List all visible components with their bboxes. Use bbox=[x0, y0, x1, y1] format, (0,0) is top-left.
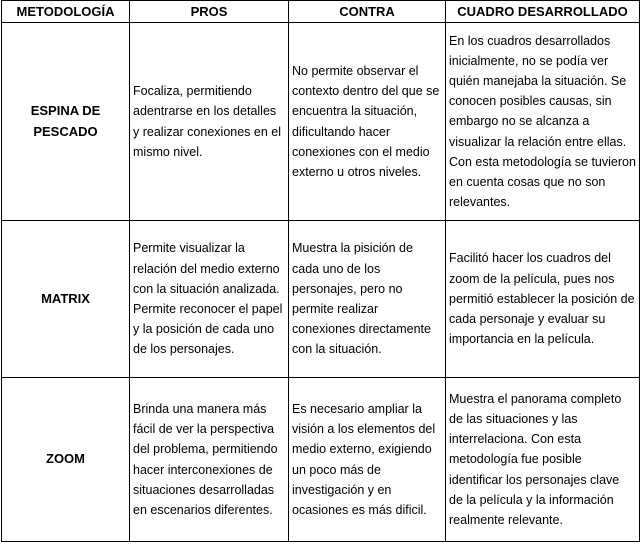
cuadro-text: Facilitó hacer los cuadros del zoom de la película, pues nos permitió establecer la posición de cada personaje y evaluar su importancia en la película. bbox=[449, 251, 635, 347]
contra-text: Muestra la pisición de cada uno de los personajes, pero no permite realizar conexiones directamente con la situación. bbox=[292, 241, 431, 357]
table-row bbox=[2, 23, 640, 221]
header-contra: CONTRA bbox=[289, 1, 446, 23]
header-cuadro-desarrollado: CUADRO DESARROLLADO bbox=[446, 1, 640, 23]
cuadro-text: En los cuadros desarrollados inicialmente, no se podía ver quién manejaba la situación. Se conocen posibles causas, sin embargo no se alcanza a visualizar la relación entre ellas. Con esta metodología se tuvieron en cuenta cosas que no son relevantes. bbox=[449, 33, 636, 210]
method-name: ESPINA DE PESCADO bbox=[30, 103, 101, 139]
method-name: MATRIX bbox=[41, 290, 90, 306]
header-pros: PROS bbox=[130, 1, 289, 23]
cuadro-text: Muestra el panorama completo de las situaciones y las interrelaciona. Con esta metodología fue posible identificar los personajes clave de la película y la información realmente relevante. bbox=[449, 391, 622, 527]
contra-text: Es necesario ampliar la visión a los elementos del medio externo, exigiendo un poco más de investigación y en ocasiones es más dificil. bbox=[292, 401, 436, 517]
contra-cell bbox=[289, 23, 446, 221]
pros-text: Brinda una manera más fácil de ver la perspectiva del problema, permitiendo hacer interconexiones de situaciones desarrolladas en escenarios diferentes. bbox=[133, 401, 278, 517]
table-row bbox=[2, 378, 640, 542]
method-name-cell bbox=[2, 221, 130, 378]
cuadro-cell bbox=[446, 378, 640, 542]
pros-text: Focaliza, permitiendo adentrarse en los detalles y realizar conexiones en el mismo nivel. bbox=[133, 84, 281, 159]
pros-cell bbox=[130, 221, 289, 378]
methodology-comparison-table bbox=[1, 0, 640, 542]
pros-cell bbox=[130, 378, 289, 542]
cuadro-cell bbox=[446, 23, 640, 221]
cuadro-cell bbox=[446, 221, 640, 378]
contra-cell bbox=[289, 378, 446, 542]
pros-cell bbox=[130, 23, 289, 221]
table-row bbox=[2, 221, 640, 378]
pros-text: Permite visualizar la relación del medio externo con la situación analizada. Permite reconocer el papel y la posición de cada uno de los personajes. bbox=[133, 241, 283, 357]
header-row bbox=[2, 1, 640, 23]
contra-text: No permite observar el contexto dentro del que se encuentra la situación, dificultando hacer conexiones con el medio externo u otros niveles. bbox=[292, 63, 440, 179]
method-name-cell bbox=[2, 378, 130, 542]
method-name: ZOOM bbox=[46, 451, 85, 467]
contra-cell bbox=[289, 221, 446, 378]
method-name-cell bbox=[2, 23, 130, 221]
header-metodologia: METODOLOGÍA bbox=[2, 1, 130, 23]
